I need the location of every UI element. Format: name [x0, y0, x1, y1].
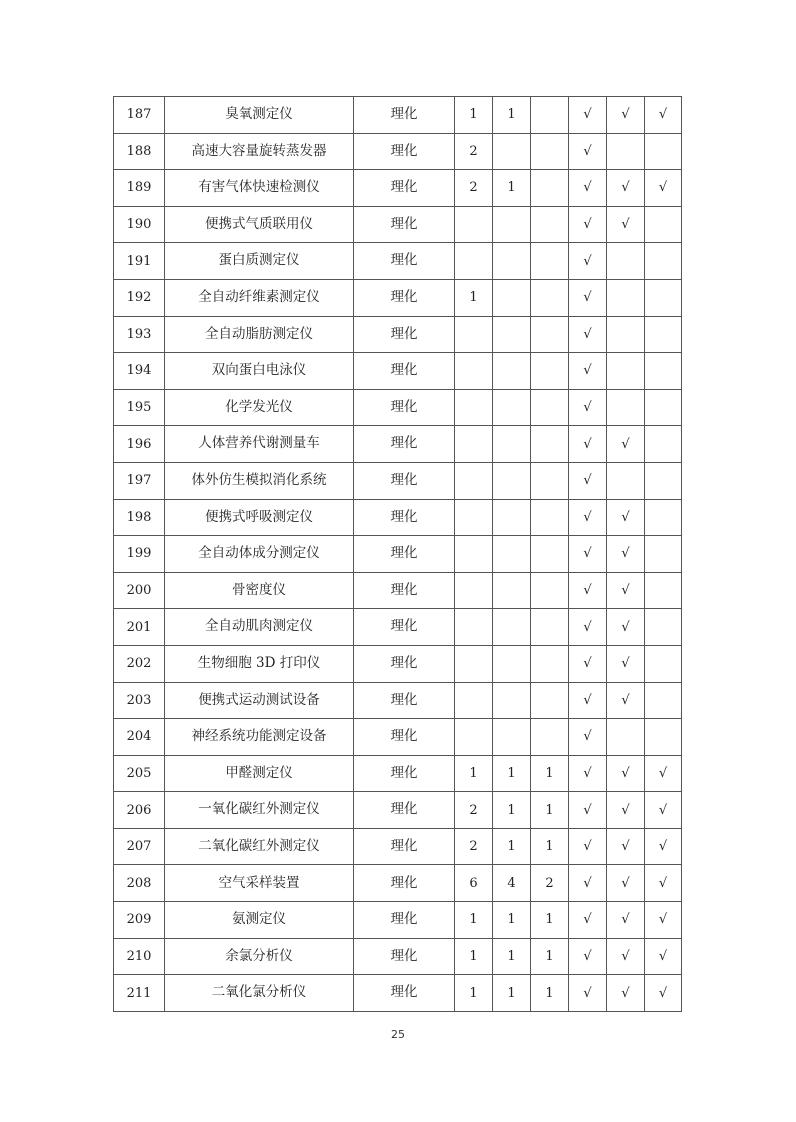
- equipment-name-cell: 全自动肌肉测定仪: [165, 609, 354, 646]
- quantity-cell-1: 1: [455, 975, 493, 1012]
- check-cell-2: √: [607, 975, 645, 1012]
- check-cell-1: √: [569, 536, 607, 573]
- table-row: [114, 828, 682, 865]
- check-cell-1: √: [569, 865, 607, 902]
- quantity-cell-1: [455, 426, 493, 463]
- equipment-name-cell: 双向蛋白电泳仪: [165, 353, 354, 390]
- row-number-cell: 188: [114, 133, 165, 170]
- quantity-cell-2: [493, 206, 531, 243]
- check-cell-2: [607, 389, 645, 426]
- quantity-cell-1: [455, 536, 493, 573]
- check-cell-3: [645, 719, 682, 756]
- check-cell-1: √: [569, 828, 607, 865]
- equipment-name-cell: 氨测定仪: [165, 902, 354, 939]
- table-row: [114, 865, 682, 902]
- check-cell-2: √: [607, 902, 645, 939]
- check-cell-3: [645, 609, 682, 646]
- equipment-name-cell: 二氧化氯分析仪: [165, 975, 354, 1012]
- row-number-cell: 207: [114, 828, 165, 865]
- table-row: [114, 938, 682, 975]
- category-cell: 理化: [354, 755, 455, 792]
- equipment-name-cell: 神经系统功能测定设备: [165, 719, 354, 756]
- table-row: [114, 316, 682, 353]
- table-row: [114, 462, 682, 499]
- quantity-cell-1: 1: [455, 938, 493, 975]
- check-cell-1: √: [569, 975, 607, 1012]
- check-cell-3: [645, 206, 682, 243]
- equipment-name-cell: 空气采样装置: [165, 865, 354, 902]
- check-cell-3: √: [645, 938, 682, 975]
- check-cell-3: [645, 389, 682, 426]
- quantity-cell-1: [455, 243, 493, 280]
- check-cell-2: [607, 133, 645, 170]
- check-cell-1: √: [569, 170, 607, 207]
- quantity-cell-2: [493, 719, 531, 756]
- quantity-cell-1: [455, 462, 493, 499]
- check-cell-3: [645, 499, 682, 536]
- equipment-name-cell: 人体营养代谢测量车: [165, 426, 354, 463]
- check-cell-1: √: [569, 389, 607, 426]
- check-cell-1: √: [569, 719, 607, 756]
- quantity-cell-3: [531, 206, 569, 243]
- check-cell-2: √: [607, 828, 645, 865]
- row-number-cell: 190: [114, 206, 165, 243]
- check-cell-3: [645, 316, 682, 353]
- quantity-cell-3: 1: [531, 792, 569, 829]
- quantity-cell-2: [493, 316, 531, 353]
- table-row: [114, 645, 682, 682]
- equipment-name-cell: 一氧化碳红外测定仪: [165, 792, 354, 829]
- category-cell: 理化: [354, 828, 455, 865]
- quantity-cell-3: [531, 97, 569, 134]
- check-cell-1: √: [569, 938, 607, 975]
- category-cell: 理化: [354, 938, 455, 975]
- category-cell: 理化: [354, 426, 455, 463]
- row-number-cell: 193: [114, 316, 165, 353]
- check-cell-1: √: [569, 243, 607, 280]
- check-cell-3: √: [645, 170, 682, 207]
- category-cell: 理化: [354, 572, 455, 609]
- check-cell-1: √: [569, 902, 607, 939]
- check-cell-2: √: [607, 170, 645, 207]
- equipment-name-cell: 便携式呼吸测定仪: [165, 499, 354, 536]
- equipment-name-cell: 生物细胞 3D 打印仪: [165, 645, 354, 682]
- check-cell-3: [645, 682, 682, 719]
- category-cell: 理化: [354, 536, 455, 573]
- category-cell: 理化: [354, 682, 455, 719]
- check-cell-3: √: [645, 828, 682, 865]
- quantity-cell-1: [455, 719, 493, 756]
- table-row: [114, 206, 682, 243]
- quantity-cell-1: 1: [455, 279, 493, 316]
- quantity-cell-2: [493, 133, 531, 170]
- quantity-cell-3: 1: [531, 902, 569, 939]
- check-cell-1: √: [569, 97, 607, 134]
- table-row: [114, 170, 682, 207]
- check-cell-2: √: [607, 609, 645, 646]
- check-cell-2: [607, 243, 645, 280]
- check-cell-1: √: [569, 353, 607, 390]
- equipment-name-cell: 高速大容量旋转蒸发器: [165, 133, 354, 170]
- quantity-cell-2: [493, 499, 531, 536]
- quantity-cell-2: [493, 243, 531, 280]
- quantity-cell-3: [531, 645, 569, 682]
- equipment-name-cell: 臭氧测定仪: [165, 97, 354, 134]
- table-row: [114, 719, 682, 756]
- check-cell-1: √: [569, 609, 607, 646]
- table-row: [114, 353, 682, 390]
- quantity-cell-3: [531, 462, 569, 499]
- quantity-cell-3: [531, 682, 569, 719]
- check-cell-2: √: [607, 792, 645, 829]
- quantity-cell-1: 2: [455, 170, 493, 207]
- row-number-cell: 189: [114, 170, 165, 207]
- quantity-cell-3: [531, 609, 569, 646]
- check-cell-1: √: [569, 572, 607, 609]
- quantity-cell-3: 1: [531, 938, 569, 975]
- equipment-name-cell: 蛋白质测定仪: [165, 243, 354, 280]
- check-cell-2: √: [607, 572, 645, 609]
- row-number-cell: 191: [114, 243, 165, 280]
- quantity-cell-3: [531, 719, 569, 756]
- check-cell-1: √: [569, 792, 607, 829]
- table-row: [114, 792, 682, 829]
- quantity-cell-3: 1: [531, 755, 569, 792]
- category-cell: 理化: [354, 792, 455, 829]
- row-number-cell: 196: [114, 426, 165, 463]
- category-cell: 理化: [354, 389, 455, 426]
- table-row: [114, 426, 682, 463]
- row-number-cell: 201: [114, 609, 165, 646]
- equipment-name-cell: 化学发光仪: [165, 389, 354, 426]
- check-cell-3: [645, 279, 682, 316]
- quantity-cell-3: [531, 536, 569, 573]
- quantity-cell-2: [493, 462, 531, 499]
- check-cell-1: √: [569, 462, 607, 499]
- quantity-cell-2: [493, 279, 531, 316]
- equipment-name-cell: 全自动体成分测定仪: [165, 536, 354, 573]
- quantity-cell-2: 1: [493, 975, 531, 1012]
- quantity-cell-3: [531, 316, 569, 353]
- row-number-cell: 211: [114, 975, 165, 1012]
- check-cell-2: √: [607, 206, 645, 243]
- row-number-cell: 187: [114, 97, 165, 134]
- check-cell-3: [645, 426, 682, 463]
- row-number-cell: 205: [114, 755, 165, 792]
- check-cell-2: √: [607, 645, 645, 682]
- quantity-cell-3: [531, 133, 569, 170]
- quantity-cell-2: 1: [493, 97, 531, 134]
- quantity-cell-1: 1: [455, 902, 493, 939]
- quantity-cell-2: [493, 536, 531, 573]
- equipment-name-cell: 体外仿生模拟消化系统: [165, 462, 354, 499]
- check-cell-1: √: [569, 426, 607, 463]
- check-cell-3: √: [645, 865, 682, 902]
- quantity-cell-1: 1: [455, 755, 493, 792]
- check-cell-1: √: [569, 499, 607, 536]
- row-number-cell: 198: [114, 499, 165, 536]
- check-cell-1: √: [569, 206, 607, 243]
- check-cell-3: √: [645, 975, 682, 1012]
- table-row: [114, 755, 682, 792]
- quantity-cell-2: [493, 682, 531, 719]
- category-cell: 理化: [354, 243, 455, 280]
- quantity-cell-2: [493, 389, 531, 426]
- row-number-cell: 210: [114, 938, 165, 975]
- check-cell-2: [607, 719, 645, 756]
- category-cell: 理化: [354, 719, 455, 756]
- check-cell-3: [645, 462, 682, 499]
- row-number-cell: 208: [114, 865, 165, 902]
- check-cell-3: √: [645, 97, 682, 134]
- page-number: 25: [391, 1028, 405, 1041]
- check-cell-3: [645, 645, 682, 682]
- equipment-name-cell: 余氯分析仪: [165, 938, 354, 975]
- table-row: [114, 975, 682, 1012]
- check-cell-2: [607, 279, 645, 316]
- equipment-name-cell: 骨密度仪: [165, 572, 354, 609]
- check-cell-3: [645, 133, 682, 170]
- equipment-name-cell: 二氧化碳红外测定仪: [165, 828, 354, 865]
- quantity-cell-1: 2: [455, 792, 493, 829]
- quantity-cell-1: [455, 499, 493, 536]
- quantity-cell-1: 1: [455, 97, 493, 134]
- check-cell-1: √: [569, 316, 607, 353]
- check-cell-3: [645, 353, 682, 390]
- equipment-name-cell: 甲醛测定仪: [165, 755, 354, 792]
- check-cell-1: √: [569, 133, 607, 170]
- equipment-name-cell: 便携式气质联用仪: [165, 206, 354, 243]
- quantity-cell-1: [455, 572, 493, 609]
- category-cell: 理化: [354, 353, 455, 390]
- table-row: [114, 536, 682, 573]
- check-cell-3: [645, 536, 682, 573]
- table-row: [114, 279, 682, 316]
- category-cell: 理化: [354, 279, 455, 316]
- check-cell-2: [607, 316, 645, 353]
- equipment-name-cell: 全自动纤维素测定仪: [165, 279, 354, 316]
- row-number-cell: 202: [114, 645, 165, 682]
- table-row: [114, 389, 682, 426]
- quantity-cell-2: 4: [493, 865, 531, 902]
- equipment-table: [113, 96, 682, 1012]
- quantity-cell-3: [531, 353, 569, 390]
- category-cell: 理化: [354, 902, 455, 939]
- check-cell-2: √: [607, 499, 645, 536]
- quantity-cell-3: [531, 170, 569, 207]
- quantity-cell-1: [455, 353, 493, 390]
- quantity-cell-1: 2: [455, 828, 493, 865]
- table-body: [114, 97, 682, 1012]
- category-cell: 理化: [354, 316, 455, 353]
- row-number-cell: 204: [114, 719, 165, 756]
- quantity-cell-3: [531, 243, 569, 280]
- category-cell: 理化: [354, 462, 455, 499]
- quantity-cell-2: 1: [493, 938, 531, 975]
- category-cell: 理化: [354, 609, 455, 646]
- quantity-cell-1: [455, 389, 493, 426]
- check-cell-2: √: [607, 682, 645, 719]
- quantity-cell-2: [493, 645, 531, 682]
- row-number-cell: 200: [114, 572, 165, 609]
- quantity-cell-2: 1: [493, 170, 531, 207]
- table-row: [114, 499, 682, 536]
- category-cell: 理化: [354, 133, 455, 170]
- row-number-cell: 199: [114, 536, 165, 573]
- row-number-cell: 197: [114, 462, 165, 499]
- table-row: [114, 133, 682, 170]
- check-cell-1: √: [569, 279, 607, 316]
- category-cell: 理化: [354, 170, 455, 207]
- check-cell-3: √: [645, 902, 682, 939]
- quantity-cell-3: [531, 426, 569, 463]
- quantity-cell-1: [455, 316, 493, 353]
- row-number-cell: 209: [114, 902, 165, 939]
- quantity-cell-1: [455, 609, 493, 646]
- quantity-cell-3: 1: [531, 828, 569, 865]
- quantity-cell-3: [531, 389, 569, 426]
- row-number-cell: 192: [114, 279, 165, 316]
- quantity-cell-2: 1: [493, 755, 531, 792]
- check-cell-1: √: [569, 755, 607, 792]
- quantity-cell-1: 2: [455, 133, 493, 170]
- check-cell-2: √: [607, 97, 645, 134]
- check-cell-2: √: [607, 865, 645, 902]
- check-cell-1: √: [569, 682, 607, 719]
- table-row: [114, 572, 682, 609]
- quantity-cell-2: [493, 353, 531, 390]
- quantity-cell-3: [531, 279, 569, 316]
- check-cell-1: √: [569, 645, 607, 682]
- check-cell-2: [607, 353, 645, 390]
- check-cell-3: [645, 572, 682, 609]
- category-cell: 理化: [354, 499, 455, 536]
- check-cell-2: √: [607, 938, 645, 975]
- table-row: [114, 97, 682, 134]
- check-cell-3: √: [645, 755, 682, 792]
- quantity-cell-1: 6: [455, 865, 493, 902]
- quantity-cell-2: 1: [493, 792, 531, 829]
- check-cell-2: [607, 462, 645, 499]
- row-number-cell: 203: [114, 682, 165, 719]
- category-cell: 理化: [354, 206, 455, 243]
- row-number-cell: 195: [114, 389, 165, 426]
- table-row: [114, 682, 682, 719]
- table-row: [114, 609, 682, 646]
- check-cell-2: √: [607, 426, 645, 463]
- equipment-name-cell: 有害气体快速检测仪: [165, 170, 354, 207]
- quantity-cell-2: [493, 609, 531, 646]
- quantity-cell-2: [493, 426, 531, 463]
- equipment-name-cell: 全自动脂肪测定仪: [165, 316, 354, 353]
- quantity-cell-1: [455, 682, 493, 719]
- equipment-name-cell: 便携式运动测试设备: [165, 682, 354, 719]
- table-row: [114, 902, 682, 939]
- check-cell-2: √: [607, 536, 645, 573]
- quantity-cell-2: 1: [493, 828, 531, 865]
- quantity-cell-3: 2: [531, 865, 569, 902]
- category-cell: 理化: [354, 865, 455, 902]
- category-cell: 理化: [354, 645, 455, 682]
- category-cell: 理化: [354, 975, 455, 1012]
- row-number-cell: 206: [114, 792, 165, 829]
- quantity-cell-1: [455, 206, 493, 243]
- table-row: [114, 243, 682, 280]
- check-cell-3: √: [645, 792, 682, 829]
- quantity-cell-2: 1: [493, 902, 531, 939]
- category-cell: 理化: [354, 97, 455, 134]
- quantity-cell-3: [531, 499, 569, 536]
- quantity-cell-3: 1: [531, 975, 569, 1012]
- quantity-cell-1: [455, 645, 493, 682]
- check-cell-2: √: [607, 755, 645, 792]
- check-cell-3: [645, 243, 682, 280]
- quantity-cell-2: [493, 572, 531, 609]
- quantity-cell-3: [531, 572, 569, 609]
- row-number-cell: 194: [114, 353, 165, 390]
